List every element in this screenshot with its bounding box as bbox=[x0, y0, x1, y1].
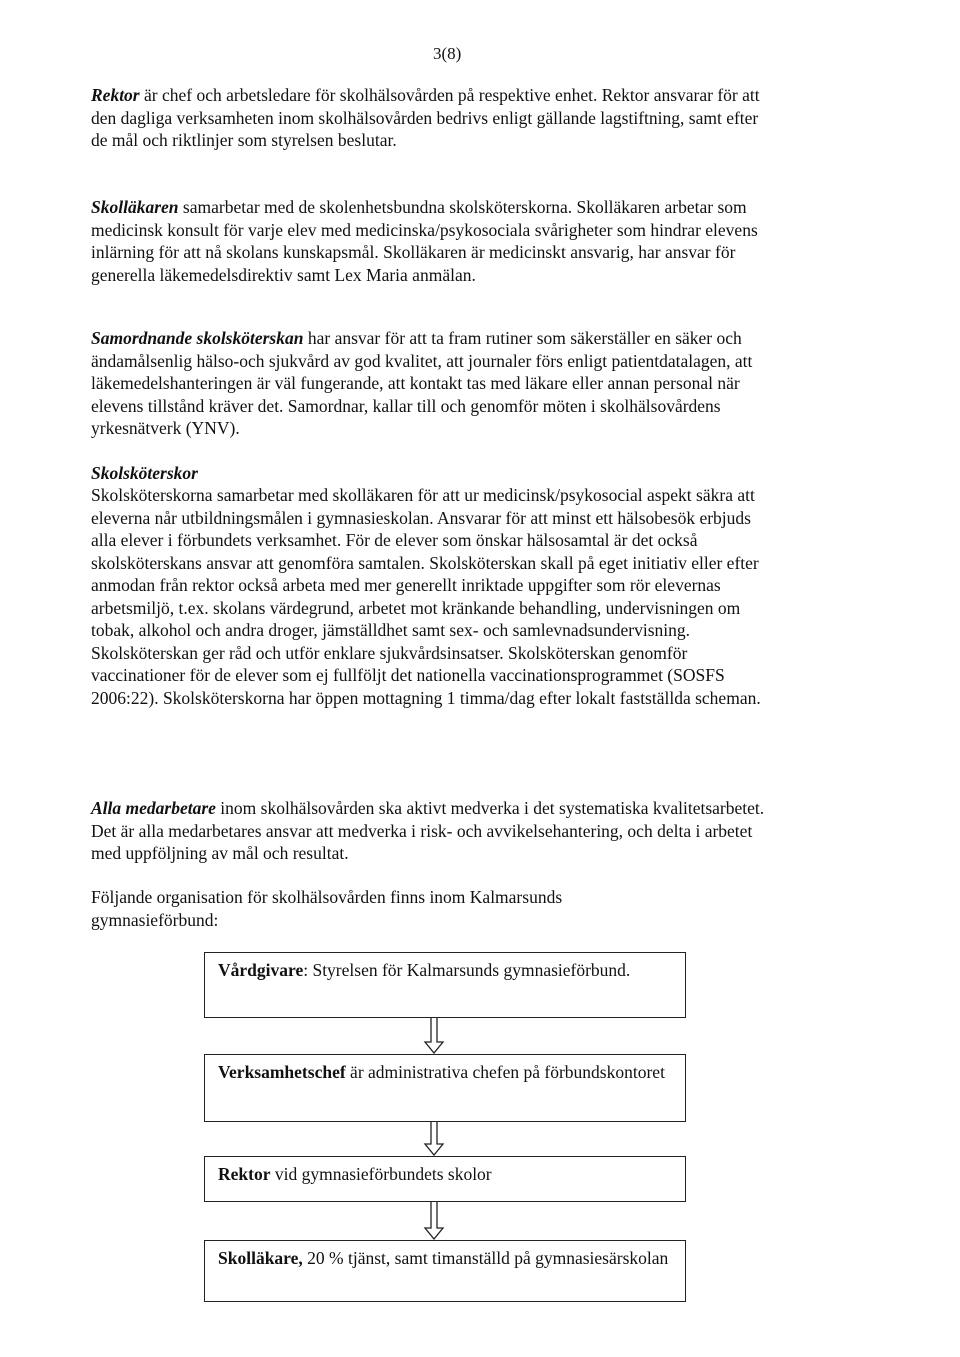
rektor-text: är chef och arbetsledare för skolhälsovården på respektive enhet. Rektor ansvarar för att den dagliga verksamheten inom skolhälsovården bedrivs enligt gällande lagstiftning, samt efter de mål och riktlinjer som styrelsen beslutar. bbox=[91, 85, 760, 150]
skolskoterskor-text: Skolsköterskorna samarbetar med skolläkaren för att ur medicinsk/psykosocial aspekt säkra att eleverna når utbildningsmålen i gymnasieskolan. Ansvarar för att minst ett hälsobesök erbjuds alla elever i förbundets verksamhet. För de elever som önskar hälsosamtal är det också skolsköterskans ansvar att genomföra samtalen. Skolsköterskan skall på eget initiativ eller efter anmodan från rektor också arbeta med mer generellt inriktade uppgifter som rör elevernas arbetsmiljö, t.ex. skolans värdegrund, arbetet mot kränkande behandling, undervisningen om tobak, alkohol och andra droger, jämställdhet samt sex- och samlevnadsundervisning. Skolsköterskan ger råd och utför enklare sjukvårdsinsatser. Skolsköterskan genomför vaccinationer för de elever som ej fullföljt det nationella vaccinationsprogrammet (SOSFS 2006:22). Skolsköterskorna har öppen mottagning 1 timma/dag efter lokalt fastställda scheman. bbox=[91, 485, 761, 708]
org-box-verksamhetschef-text: är administrativa chefen på förbundskontoret bbox=[345, 1062, 665, 1082]
org-box-rektor-title: Rektor bbox=[218, 1164, 271, 1184]
page-number: 3(8) bbox=[433, 44, 462, 63]
alla-medarbetare-paragraph bbox=[91, 797, 771, 865]
org-box-verksamhetschef-title: Verksamhetschef bbox=[218, 1062, 346, 1082]
alla-text: inom skolhälsovården ska aktivt medverka i det systematiska kvalitetsarbetet. Det är alla medarbetares ansvar att medverka i risk- och avvikelsehantering, och delta i arbetet med uppföljning av mål och resultat. bbox=[91, 798, 765, 863]
org-box-vardgivare-title: Vårdgivare bbox=[218, 960, 304, 980]
samordnande-paragraph bbox=[91, 327, 771, 440]
alla-lead: Alla medarbetare bbox=[91, 798, 216, 818]
samordnande-lead: Samordnande skolsköterskan bbox=[91, 328, 304, 348]
rektor-paragraph bbox=[91, 84, 771, 152]
skollakaren-text: samarbetar med de skolenhetsbundna skolsköterskorna. Skolläkaren arbetar som medicinsk konsult för varje elev med medicinska/psykosociala svårigheter som hindrar elevens inlärning för att nå skolans kunskapsmål. Skolläkaren är medicinskt ansvarig, har ansvar för generella läkemedelsdirektiv samt Lex Maria anmälan. bbox=[91, 197, 758, 285]
skollakaren-paragraph bbox=[91, 196, 771, 286]
foljande-paragraph: Följande organisation för skolhälsovården finns inom Kalmarsunds gymnasieförbund: bbox=[91, 887, 563, 930]
double-down-arrow-icon bbox=[423, 1122, 445, 1156]
org-box-skollakare-text: 20 % tjänst, samt timanställd på gymnasiesärskolan bbox=[302, 1248, 669, 1268]
skolskoterskor-heading: Skolsköterskor bbox=[91, 463, 198, 483]
double-down-arrow-icon bbox=[423, 1202, 445, 1240]
double-down-arrow-icon bbox=[423, 1018, 445, 1054]
org-box-skollakare-title: Skolläkare, bbox=[218, 1248, 303, 1268]
rektor-lead: Rektor bbox=[91, 85, 140, 105]
org-box-rektor bbox=[204, 1156, 686, 1202]
skollakaren-lead: Skolläkaren bbox=[91, 197, 179, 217]
org-box-rektor-text: vid gymnasieförbundets skolor bbox=[270, 1164, 492, 1184]
samordnande-text: har ansvar för att ta fram rutiner som säkerställer en säker och ändamålsenlig hälso-och sjukvård av god kvalitet, att journaler förs enligt patientdatalagen, att läkemedelshanteringen är väl fungerande, att kontakt tas med läkare eller annan personal när elevens tillstånd kräver det. Samordnar, kallar till och genomför möten i skolhälsovårdens yrkesnätverk (YNV). bbox=[91, 328, 753, 438]
org-box-vardgivare bbox=[204, 952, 686, 1018]
org-box-vardgivare-text: : Styrelsen för Kalmarsunds gymnasieförbund. bbox=[303, 960, 631, 980]
org-box-skollakare bbox=[204, 1240, 686, 1302]
org-box-verksamhetschef bbox=[204, 1054, 686, 1122]
